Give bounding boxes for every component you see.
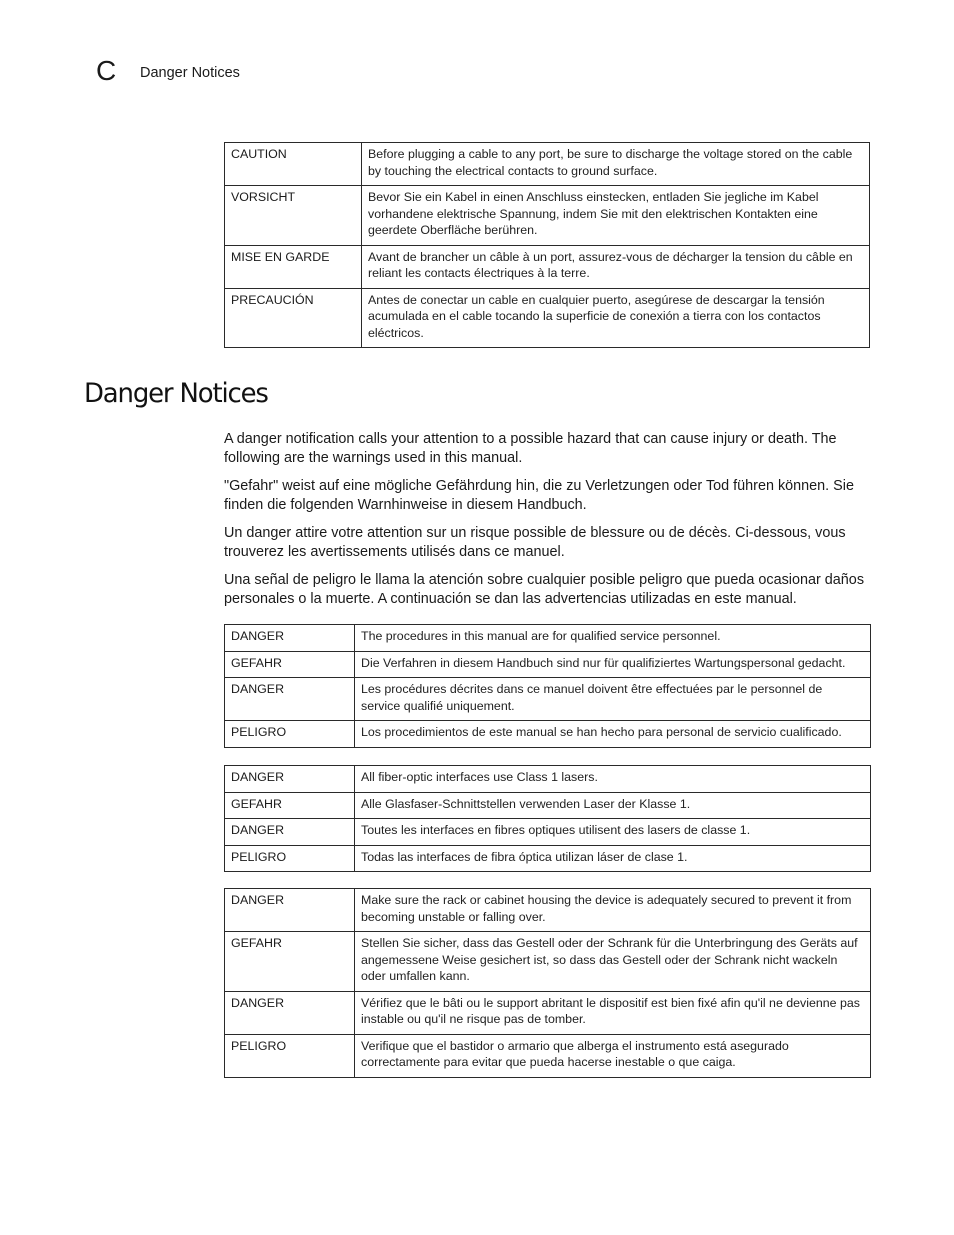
notice-text: Vérifiez que le bâti ou le support abritant le dispositif est bien fixé afin qu'il ne devienne pas instable ou qu'il ne risque pas de tomber.	[355, 991, 871, 1034]
notice-text: Make sure the rack or cabinet housing the device is adequately secured to prevent it from becoming unstable or falling over.	[355, 889, 871, 932]
intro-paragraphs	[224, 430, 874, 618]
notice-label: PELIGRO	[225, 845, 355, 872]
paragraph-french: Un danger attire votre attention sur un risque possible de blessure ou de décès. Ci-dessous, vous trouverez les avertissements utilisés dans ce manuel.	[224, 525, 846, 560]
notice-text: Stellen Sie sicher, dass das Gestell oder der Schrank für die Unterbringung des Geräts auf angemessene Weise gesichert ist, so dass das Gestell oder der Schrank nicht wackeln oder umfallen kann.	[355, 932, 871, 992]
danger-notice-table-lasers	[224, 765, 871, 872]
danger-notice-table-rack-secured	[224, 888, 871, 1078]
notice-label: DANGER	[225, 889, 355, 932]
notice-label: GEFAHR	[225, 932, 355, 992]
table-row	[225, 678, 871, 721]
table-row	[225, 819, 871, 846]
table-row	[225, 143, 870, 186]
table-row	[225, 651, 871, 678]
notice-text: Alle Glasfaser-Schnittstellen verwenden Laser der Klasse 1.	[355, 792, 871, 819]
running-title: Danger Notices	[140, 65, 240, 81]
table-row	[225, 991, 871, 1034]
notice-label: PELIGRO	[225, 721, 355, 748]
table-row	[225, 766, 871, 793]
notice-label: PELIGRO	[225, 1034, 355, 1077]
notice-label: GEFAHR	[225, 792, 355, 819]
notice-text: Todas las interfaces de fibra óptica utilizan láser de clase 1.	[355, 845, 871, 872]
notice-label: PRECAUCIÓN	[225, 288, 362, 348]
notice-label: VORSICHT	[225, 186, 362, 246]
notice-label: DANGER	[225, 819, 355, 846]
notice-label: GEFAHR	[225, 651, 355, 678]
notice-text: All fiber-optic interfaces use Class 1 lasers.	[355, 766, 871, 793]
chapter-letter: C	[96, 55, 117, 86]
caution-notice-table	[224, 142, 870, 348]
table-row	[225, 932, 871, 992]
notice-text: Bevor Sie ein Kabel in einen Anschluss einstecken, entladen Sie jegliche im Kabel vorhandene elektrische Spannung, indem Sie mit den elektrischen Kontakten eine geerdete Oberfläche berühren.	[362, 186, 870, 246]
notice-text: Les procédures décrites dans ce manuel doivent être effectuées par le personnel de service qualifié uniquement.	[355, 678, 871, 721]
notice-label: MISE EN GARDE	[225, 245, 362, 288]
notice-text: Antes de conectar un cable en cualquier puerto, asegúrese de descargar la tensión acumulada en el cable tocando la superficie de conexión a tierra con los contactos eléctricos.	[362, 288, 870, 348]
notice-text: Before plugging a cable to any port, be sure to discharge the voltage stored on the cable by touching the electrical contacts to ground surface.	[362, 143, 870, 186]
notice-text: The procedures in this manual are for qualified service personnel.	[355, 625, 871, 652]
paragraph-spanish: Una señal de peligro le llama la atención sobre cualquier posible peligro que pueda ocasionar daños personales o la muerte. A continuación se dan las advertencias utilizadas en este manual.	[224, 572, 865, 607]
table-row	[225, 245, 870, 288]
table-row	[225, 625, 871, 652]
table-row	[225, 288, 870, 348]
table-row	[225, 186, 870, 246]
paragraph-german: "Gefahr" weist auf eine mögliche Gefährdung hin, die zu Verletzungen oder Tod führen können. Sie finden die folgenden Warnhinweise in diesem Handbuch.	[224, 478, 854, 513]
notice-text: Toutes les interfaces en fibres optiques utilisent des lasers de classe 1.	[355, 819, 871, 846]
table-row	[225, 792, 871, 819]
paragraph-english: A danger notification calls your attention to a possible hazard that can cause injury or death. The following are the warnings used in this manual.	[224, 431, 837, 466]
notice-text: Die Verfahren in diesem Handbuch sind nur für qualifiziertes Wartungspersonal gedacht.	[355, 651, 871, 678]
notice-label: DANGER	[225, 991, 355, 1034]
notice-text: Los procedimientos de este manual se han hecho para personal de servicio cualificado.	[355, 721, 871, 748]
danger-notice-table-qualified-personnel	[224, 624, 871, 748]
table-row	[225, 721, 871, 748]
notice-text: Verifique que el bastidor o armario que alberga el instrumento está asegurado correctamente para evitar que pueda hacerse inestable o que caiga.	[355, 1034, 871, 1077]
notice-label: CAUTION	[225, 143, 362, 186]
notice-label: DANGER	[225, 678, 355, 721]
section-heading: Danger Notices	[84, 378, 268, 409]
notice-text: Avant de brancher un câble à un port, assurez-vous de décharger la tension du câble en reliant les contacts électriques à la terre.	[362, 245, 870, 288]
notice-label: DANGER	[225, 625, 355, 652]
table-row	[225, 1034, 871, 1077]
table-row	[225, 889, 871, 932]
table-row	[225, 845, 871, 872]
notice-label: DANGER	[225, 766, 355, 793]
